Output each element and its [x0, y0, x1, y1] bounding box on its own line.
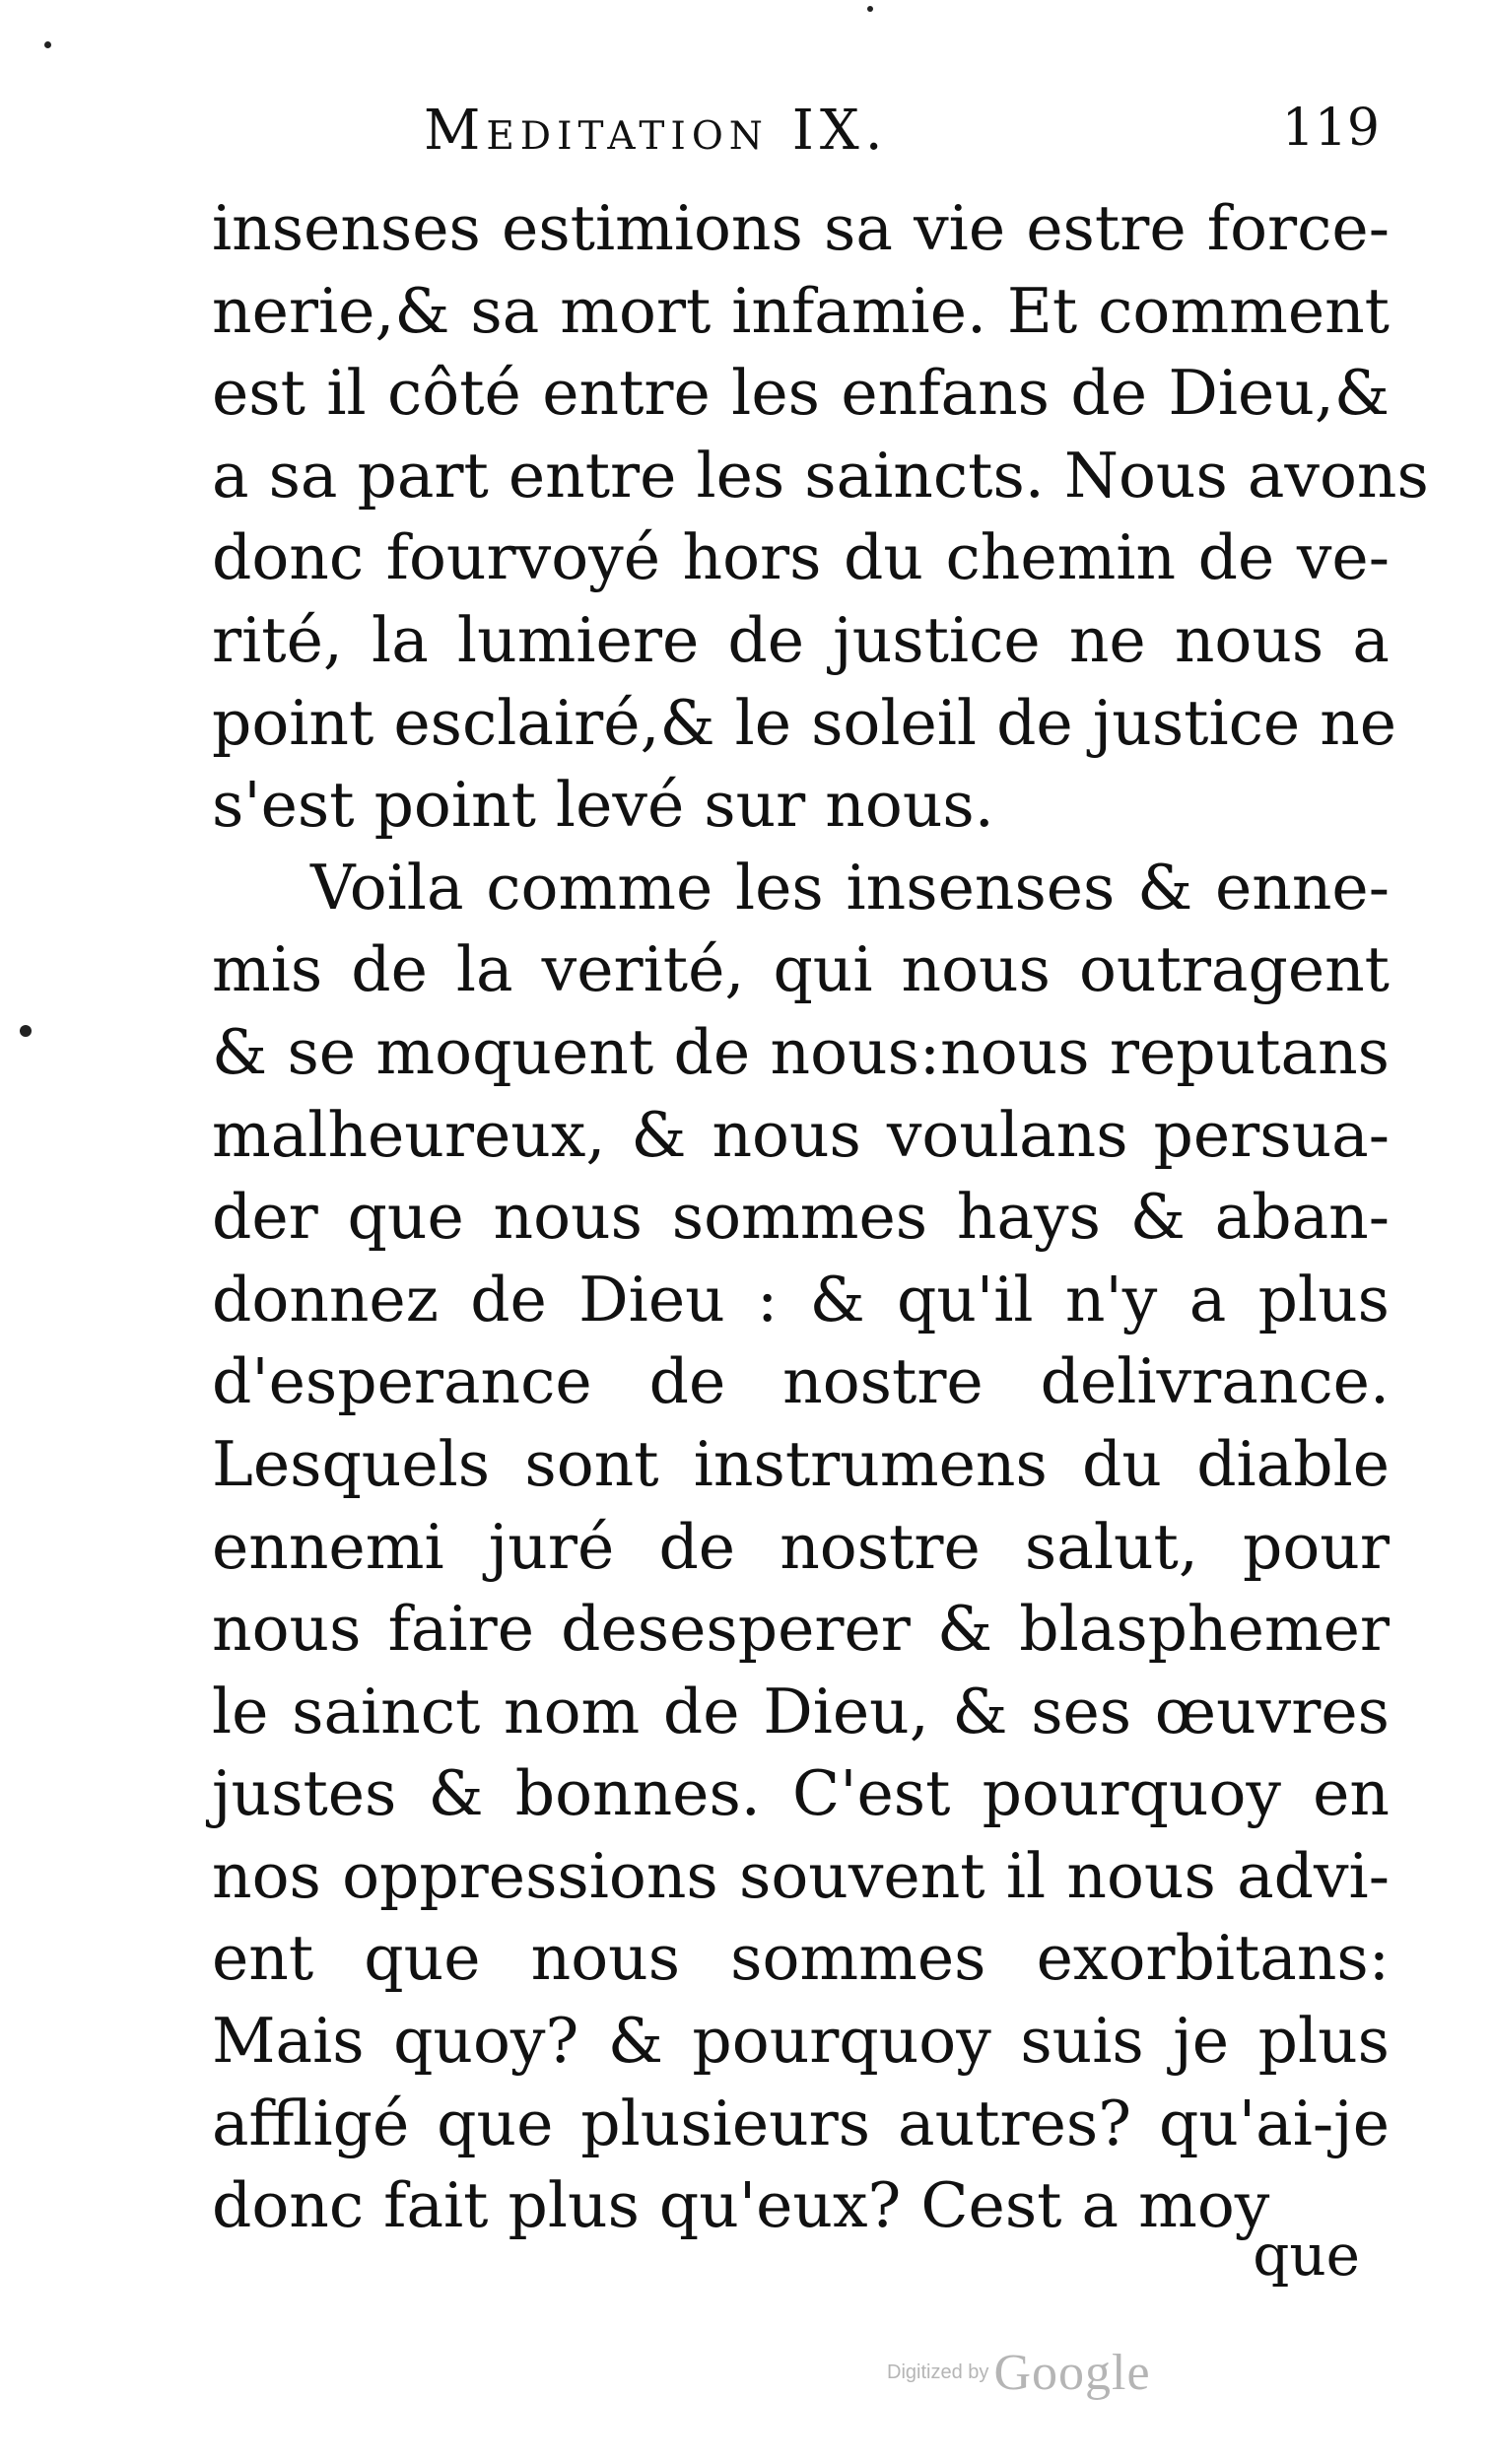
page-header — [212, 99, 1390, 187]
text-line: donc fait plus qu'eux? Cest a moy — [212, 2169, 1270, 2242]
text-line: der que nous sommes hays & aban- — [212, 1181, 1390, 1254]
paragraph-start-line: Voila comme les insenses & enne- — [310, 851, 1390, 924]
text-line: Mais quoy? & pourquoy suis je plus — [212, 2005, 1390, 2078]
running-title: Meditation IX. — [424, 99, 889, 163]
text-line: est il côté entre les enfans de Dieu,& — [212, 357, 1390, 430]
text-line: mis de la verité, qui nous outragent — [212, 933, 1390, 1006]
text-line: insenses estimions sa vie estre force- — [212, 192, 1390, 264]
text-line: le sainct nom de Dieu, & ses œuvres — [212, 1675, 1390, 1747]
ink-speck — [867, 6, 873, 12]
text-line: ennemi juré de nostre salut, pour — [212, 1510, 1390, 1583]
text-line: d'esperance de nostre delivrance. — [212, 1345, 1390, 1418]
text-line: nous faire desesperer & blasphemer — [212, 1593, 1390, 1666]
text-line: point esclairé,& le soleil de justice ne — [212, 686, 1397, 759]
digitization-watermark — [887, 2344, 1212, 2423]
ink-speck — [20, 1025, 32, 1037]
page-number: 119 — [1281, 99, 1380, 158]
ink-speck — [44, 41, 51, 48]
text-line: rité, la lumiere de justice ne nous a — [212, 603, 1390, 676]
text-line: nos oppressions souvent il nous advi- — [212, 1839, 1390, 1912]
text-line: malheureux, & nous voulans persua- — [212, 1098, 1390, 1171]
text-line: Lesquels sont instrumens du diable — [212, 1427, 1390, 1500]
text-line: & se moquent de nous:nous reputans — [212, 1015, 1390, 1088]
body-text — [212, 187, 1429, 2247]
text-line: ent que nous sommes exorbitans: — [212, 1922, 1390, 1995]
text-line: justes & bonnes. C'est pourquoy en — [212, 1757, 1390, 1830]
text-line: a sa part entre les saincts. Nous avons — [212, 439, 1429, 512]
text-line: nerie,& sa mort infamie. Et comment — [212, 274, 1390, 347]
text-line: affligé que plusieurs autres? qu'ai-je — [212, 2087, 1390, 2159]
text-line: donnez de Dieu : & qu'il n'y a plus — [212, 1263, 1390, 1335]
catchword: que — [1253, 2222, 1360, 2289]
watermark-brand: Google — [993, 2345, 1151, 2401]
text-line: s'est point levé sur nous. — [212, 769, 994, 842]
watermark-prefix: Digitized by — [887, 2361, 989, 2383]
text-line: donc fourvoyé hors du chemin de ve- — [212, 521, 1390, 594]
